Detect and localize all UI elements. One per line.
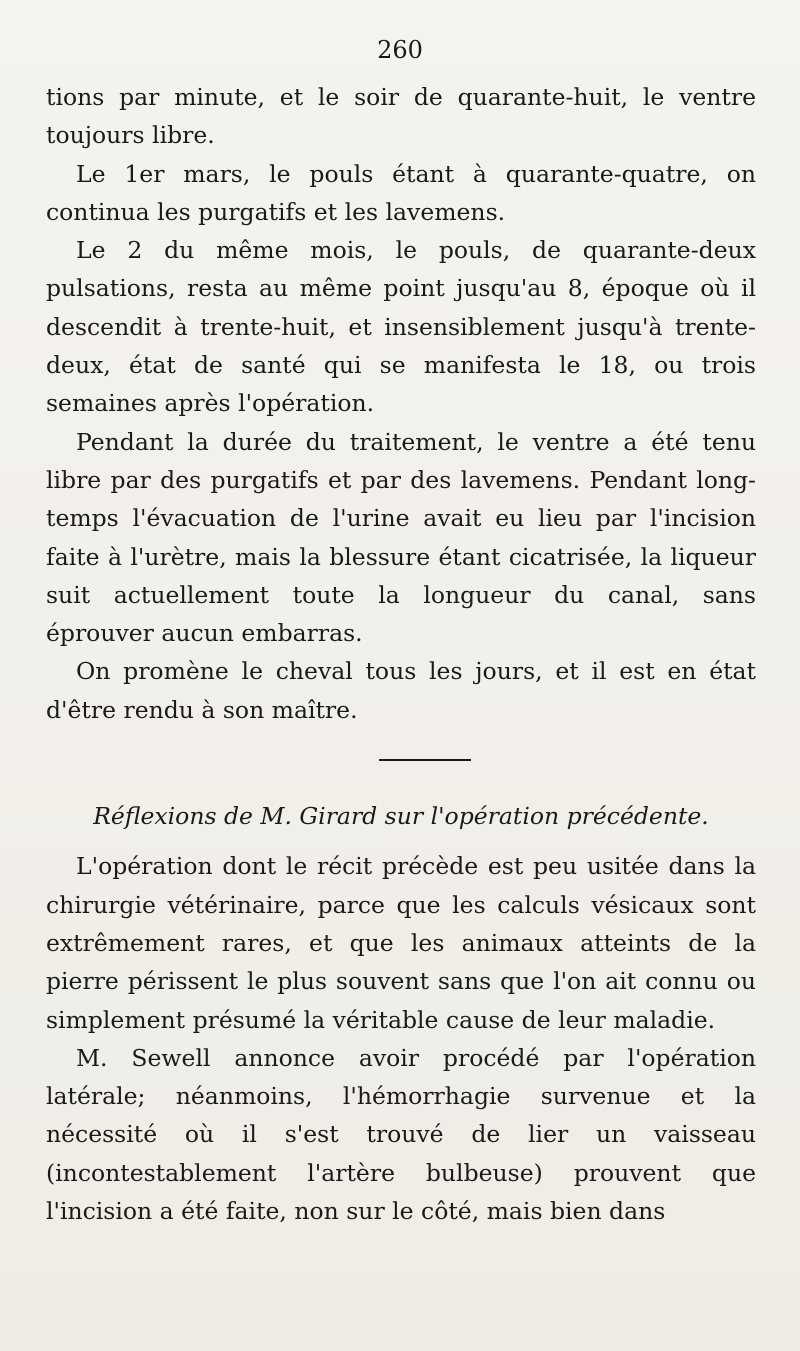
- page-body: [46, 78, 756, 1230]
- section-heading: Réflexions de M. Girard sur l'opération précédente.: [93, 802, 709, 831]
- paragraph: M. Sewell annonce avoir procédé par l'opération latérale; néanmoins, l'hémorrhagie survenue et la nécessité où il s'est trouvé de lier un vaisseau (incontestablement l'artère bulbeuse) prouvent que l'incision a été faite, non sur le côté, mais bien dans: [46, 1043, 756, 1226]
- paragraph: L'opération dont le récit précède est peu usitée dans la chirurgie vétérinaire, parce que les calculs vésicaux sont extrêmement rares, et que les animaux atteints de la pierre périssent le plus souvent sans que l'on ait connu ou simplement présumé la véritable cause de leur maladie.: [46, 852, 756, 1034]
- paragraph: Le 2 du même mois, le pouls, de quarante-deux pulsations, resta au même point jusqu'au 8, époque où il descendit à trente-huit, et insensiblement jusqu'à trente-deux, état de santé qui se manifesta le 18, ou trois semaines après l'opération.: [46, 236, 756, 418]
- paragraph: On promène le cheval tous les jours, et il est en état d'être rendu à son maître.: [46, 657, 756, 724]
- section-divider: [379, 759, 471, 761]
- section-divider-area: [46, 729, 756, 793]
- page-number: 260: [377, 36, 423, 64]
- paragraph: Pendant la durée du traitement, le ventre a été tenu libre par des purgatifs et par des lavemens. Pendant long-temps l'évacuation de l'urine avait eu lieu par l'incision faite à l'urètre, mais la blessure étant cicatrisée, la liqueur suit actuellement toute la longueur du canal, sans éprouver aucun embarras.: [46, 427, 756, 648]
- paragraph: Le 1er mars, le pouls étant à quarante-quatre, on continua les purgatifs et les lavemens.: [46, 159, 756, 226]
- paragraph: tions par minute, et le soir de quarante-huit, le ventre toujours libre.: [46, 83, 756, 150]
